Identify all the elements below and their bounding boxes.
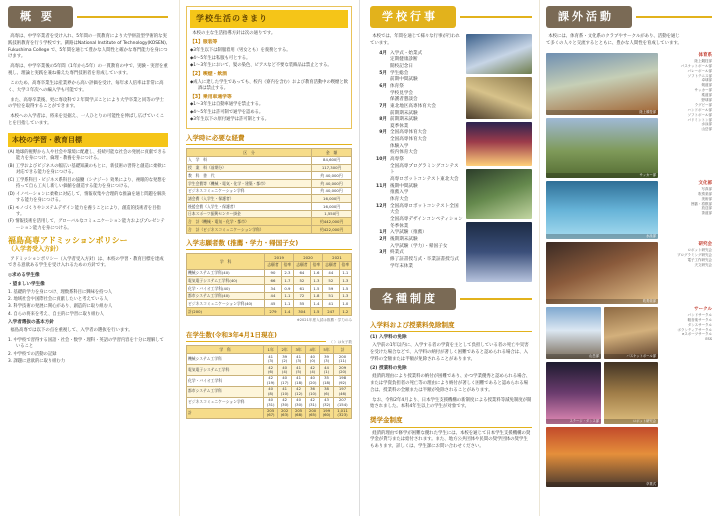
applicants-cell: 90: [265, 269, 282, 277]
applicants-cell: 1.1: [281, 292, 293, 300]
applicants-note: ※2021年度入試は推薦・学力のみ: [296, 317, 352, 322]
applicants-subheader: 志願者: [294, 261, 311, 269]
rules-title: 学校生活のきまり: [190, 10, 348, 28]
applicants-cell: 都市システム工学科(40): [187, 292, 265, 300]
event-text: 前期期末試験 夏季休業: [390, 117, 418, 129]
students-cell: 205 (68): [292, 408, 306, 419]
swimming-photo: [546, 181, 658, 239]
applicants-cell: 59: [323, 284, 340, 292]
event-text: 全国高専体育大会 全国高専体育大会 体験入学 校内体育大会: [390, 130, 427, 156]
photo-caption: 吹奏楽部: [546, 299, 658, 304]
students-cell: 40 (31): [264, 397, 278, 408]
event-month: 9月: [379, 130, 387, 136]
applicants-row: [187, 292, 352, 300]
campus-life-panel: [180, 0, 358, 516]
applicants-subheader: 倍率: [339, 261, 351, 269]
events-intro: 本校では、年間を通じて様々な行事が行われています。: [370, 33, 461, 46]
costs-row: [187, 195, 352, 203]
costs-row: [187, 226, 352, 234]
applicants-cell: 1.5: [310, 308, 322, 316]
students-cell: 40 (8): [264, 386, 278, 397]
costs-cell: 授 業 料（前期分）: [187, 164, 312, 172]
applicants-cell: 52: [294, 277, 311, 285]
students-note: （ ）は女子数: [329, 340, 352, 345]
event-text: 全国高専ロボットコンテスト全国大会 全国高専デザインコンペティション 冬季休業: [390, 203, 463, 229]
rules-section-heading: 【3】乗用車通学等: [190, 94, 232, 100]
title-rule: [77, 16, 168, 18]
event-month: 5月: [379, 70, 387, 76]
applicants-cell: ビジネスコミュニケーション学科(40): [187, 300, 265, 308]
sports-label: 体育系: [698, 52, 712, 58]
exemption-text: 入学前の1年以内に、入学する者の学資を主として負担している者の死亡や災害を受けた場合などで、入学料の納付が著しく困難であると認められる場合は、入学料の全額または半額が免除されることがあります。: [370, 342, 529, 362]
applicants-title: 入学志願者数 (推薦・学力・帰国子女): [186, 239, 352, 250]
goal-item: (B) 工学およびビジネスの幅広い基礎知識のもとに、新技術の習得と創造に柔軟に対応できる能力を身につける。: [8, 163, 166, 176]
goal-item: (C) 工学系科目・ビジネス系科目の協働（シナジー）効果により、複眼的な発想を持って自ら工夫し新しい価値を創造する能力を身につける。: [8, 177, 166, 190]
event-row: [370, 84, 463, 104]
events-list: [370, 51, 463, 271]
scholarship-text: 経済的理由で修学が困難な優れた学生には、本校を通じて日本学生支援機構の奨学金が貸与または給付されます。また、地方公共団体や民間の奨学団体の奨学生もあります。詳しくは、学生課にお問い合わせください。: [370, 430, 531, 450]
costs-cell: 諸会費（入学生・保護者）: [187, 195, 312, 203]
event-text: 後期中間試験 推薦入学 体育大会: [390, 183, 418, 203]
rule-item: ◆3年生以下は制服着用（男女とも）を義務とする。: [190, 48, 291, 54]
overview-paragraph: また、高専卒業後、更に専攻科で２年間学ぶことにより大学卒業と同等の学士の学位を取得することができます。: [8, 97, 164, 110]
costs-header: 金 額: [312, 149, 352, 157]
clubs-intro: 本校には、体育系・文化系のクラブやサークルがあり、活動を通じて多くの人々と交流するとともに、豊かな人間性を育成しています。: [546, 33, 682, 46]
applicants-cell: 1.5: [339, 284, 351, 292]
event-text: 高専祭 全国高専プログラミングコンテスト 高専ロボットコンテスト東北大会: [390, 157, 459, 183]
costs-cell: 学生会費等（機械・電気・化学・建築・都市）: [187, 179, 312, 187]
applicants-subheader: 志願者: [323, 261, 340, 269]
students-cell: 40 (0): [306, 354, 320, 365]
event-month: 4月: [379, 50, 387, 56]
exemption-heading: (2) 授業料の免除: [370, 366, 407, 372]
applicants-cell: 1.3: [339, 277, 351, 285]
applicants-year: 2020: [294, 254, 323, 262]
costs-cell: 117,300円: [312, 164, 352, 172]
students-cell: 41 (5): [292, 364, 306, 375]
event-text: 終業式 修了証書授与式・卒業証書授与式 学年末休業: [390, 250, 459, 269]
students-cell: 205 (67): [264, 408, 278, 419]
applicants-cell: 1.6: [310, 269, 322, 277]
event-text: 体育祭 学校見学会 保護者懇談会: [390, 83, 418, 103]
mountain-photo: [546, 307, 601, 359]
rules-intro: 本校の主な生活指導方針は次の通りです。: [192, 30, 276, 36]
applicants-cell: 34: [265, 284, 282, 292]
students-cell: 42 (30): [278, 397, 292, 408]
costs-row: [187, 179, 352, 187]
events-panel: [362, 0, 538, 516]
event-row: [370, 71, 463, 84]
students-cell: 41 (3): [264, 354, 278, 365]
applicants-cell: 41: [323, 300, 340, 308]
students-cell: 42 (19): [264, 375, 278, 386]
costs-row: [187, 172, 352, 180]
costs-cell: 入 学 料: [187, 156, 312, 164]
costs-cell: 16,000円: [312, 203, 352, 211]
goal-item: (D) イノベーションに柔軟に対応して、情報収集や合理的な推論を通じ問題を解決する能力を身につける。: [8, 191, 166, 204]
applicants-subheader: 倍率: [281, 261, 293, 269]
event-row: [370, 51, 463, 71]
overview-paragraph: このため、高専卒業生は産業界から高い評価を受け、毎年求人倍率は非常に高く、大学３年次への編入学も可能です。: [8, 80, 164, 93]
goals-list: [8, 150, 168, 232]
circle-list: バンドサークル 軽音楽サークル ダンスサークル ボランティアサークル eスポーツサークル ESS: [677, 312, 712, 342]
costs-cell: 合 計（機械・電気・化学・都市）: [187, 218, 312, 226]
applicants-cell: 247: [323, 308, 340, 316]
costs-cell: 約 40,000円: [312, 179, 352, 187]
costs-title: 入学時に必要な経費: [186, 134, 352, 145]
applicants-cell: 55: [294, 300, 311, 308]
entrance-ceremony-photo: [466, 34, 532, 74]
rule-item: ◆3年生以下の原付通学は許可制とする。: [190, 117, 270, 123]
students-cell: 40 (20): [306, 375, 320, 386]
applicants-cell: 44: [323, 269, 340, 277]
costs-cell: 後援会費（入学生・保護者）: [187, 203, 312, 211]
sports-clubs: [662, 53, 712, 133]
event-month: 12月: [376, 203, 387, 209]
students-cell: 209 (20): [334, 364, 352, 375]
goals-title: 本校の学習・教育目標: [8, 133, 168, 147]
applicants-cell: 1.3: [339, 292, 351, 300]
culture-clubs: [662, 181, 712, 217]
applicants-subheader: 志願者: [265, 261, 282, 269]
costs-cell: 約 40,000円: [312, 172, 352, 180]
students-cell: 199 (60): [320, 408, 334, 419]
applicants-cell: 66: [265, 277, 282, 285]
circle-clubs: [662, 307, 712, 343]
soccer-photo: [546, 118, 658, 178]
applicants-cell: 化学・バイオ工学科(40): [187, 284, 265, 292]
robocon-photo: [466, 169, 532, 219]
photo-caption: サッカー部: [546, 173, 658, 178]
school-festival-photo: [466, 122, 532, 166]
rules-box: [186, 6, 352, 129]
applicants-cell: 1.0: [339, 300, 351, 308]
students-cell: 198 (92): [334, 375, 352, 386]
students-row: [187, 364, 352, 375]
event-row: [370, 184, 463, 204]
students-row: [187, 408, 352, 419]
students-row: [187, 354, 352, 365]
overview-panel: [0, 0, 178, 516]
exemption-banner: 入学料および授業料免除制度: [370, 321, 532, 332]
students-cell: 35 (18): [320, 375, 334, 386]
students-cell: 200 (11): [334, 354, 352, 365]
students-cell: 42 (31): [306, 397, 320, 408]
rule-item: ◆1〜3年生は自動車通学を禁止する。: [190, 102, 264, 108]
applicants-cell: 61: [294, 284, 311, 292]
rules-section-heading: 【1】服装等: [190, 40, 218, 46]
goal-item: (F) 情報技術を活用して、グローバルなコミュニケーション能力およびプレゼンテーション能力を身につける。: [8, 219, 165, 231]
costs-table: [186, 148, 352, 234]
applicants-table: [186, 253, 352, 316]
wanted-item: 4. 自らの将来を考え、自主的に学習に取り組む人: [8, 311, 104, 317]
photo-caption: ステージ・ダンス部: [546, 419, 601, 424]
costs-cell: 16,000円: [312, 195, 352, 203]
costs-row: [187, 164, 352, 172]
exemption-text: なお、令和2年4月より、日本学生支援機構の新制度による授業料等減免制度が開始されました。本科4年生以上の学生が対象です。: [370, 397, 532, 410]
costs-cell: 84,600円: [312, 156, 352, 164]
event-text: 後期期末試験 入学試験（学力）・帰国子女: [390, 236, 448, 249]
applicants-row: [187, 300, 352, 308]
event-month: 7月: [379, 103, 387, 109]
center-fold: [359, 0, 360, 516]
wanted-heading: ◎求める学生像: [8, 273, 40, 279]
students-cell: 電気電子システム工学科: [187, 364, 264, 375]
photo-caption: 水泳部: [546, 234, 658, 239]
applicants-cell: 52: [323, 277, 340, 285]
exemption-text: 経済的理由により授業料の納付が困難であり、かつ学業優秀と認められる場合、または学資負担者の死亡等の理由により納付が著しく困難であると認められる場合は、授業料の全額または半額が免除されることがあります。: [370, 374, 531, 393]
students-row: [187, 397, 352, 408]
costs-cell: ビジネスコミュニケーション学科: [187, 187, 312, 195]
event-text: 学生総会 前期中間試験: [390, 70, 418, 83]
students-cell: 42 (4): [306, 364, 320, 375]
costs-row: [187, 218, 352, 226]
event-row: [370, 104, 463, 117]
applicants-cell: 1.1: [339, 269, 351, 277]
event-row: [370, 237, 463, 250]
goal-item: (A) 地球的視野から人や社会や環境に配慮し、持続可能な社会の発展に貢献できる能力を身につけ、倫理・教養を身につける。: [8, 150, 167, 162]
applicants-cell: 0.9: [281, 284, 293, 292]
admission-intro: アドミッションポリシー（入学者受入方針）は、本校の学習・教育目標を達成できる意欲ある学生を受け入れるための方針です。: [8, 256, 164, 269]
students-cell: 化学・バイオ工学科: [187, 375, 264, 386]
title-rule: [636, 16, 712, 18]
students-cell: 1,011 (323): [334, 408, 352, 419]
rule-item: ◆4〜5年生は許可制で通学を認める。: [190, 109, 264, 115]
event-row: [370, 130, 463, 157]
event-row: [370, 250, 463, 270]
event-text: 入学式・始業式 定期健康診断 開校記念日: [390, 50, 423, 69]
applicants-cell: 72: [294, 292, 311, 300]
events-photos: [466, 34, 532, 284]
students-header: 5年: [320, 346, 334, 354]
goal-item: (E) モノづくりやシステムデザイン能力を養うことにより、創造的技術者を目指す。: [8, 205, 161, 217]
applicants-year: 2019: [265, 254, 294, 262]
event-row: [370, 204, 463, 231]
rules-section-heading: 【2】喫煙・飲酒: [190, 71, 227, 77]
photo-caption: 陸上競技部: [546, 110, 658, 115]
events-title: 学校行事: [370, 6, 456, 28]
event-month: 3月: [379, 250, 387, 256]
applicants-cell: 1.7: [281, 277, 293, 285]
students-header: 3年: [292, 346, 306, 354]
basic-policy-heading: 入学者選抜の基本方針: [8, 320, 54, 326]
applicants-cell: 1.1: [281, 300, 293, 308]
students-header: 2年: [278, 346, 292, 354]
basic-policy-item: 2. 中学校での活動の記録: [8, 351, 57, 357]
rule-item: ◆4〜5年生は私服も可とする。: [190, 55, 251, 61]
clubs-panel: [540, 0, 718, 516]
costs-cell: 約422,000円: [312, 226, 352, 234]
robot-photo: [604, 362, 658, 424]
costs-header: 区 分: [187, 149, 312, 157]
rule-item: ◆成人に達した学生であっても、校内（寮内を含む）および教育活動中の喫煙と飲酒は禁止する。: [190, 79, 348, 92]
students-cell: 41 (3): [292, 354, 306, 365]
event-month: 8月: [379, 117, 387, 123]
students-cell: 36 (10): [306, 386, 320, 397]
research-list: ロボット研究会 プログラミング研究会 電子工作研究会 天文研究会: [677, 247, 712, 267]
students-cell: 39 (3): [320, 354, 334, 365]
students-header: 4年: [306, 346, 320, 354]
students-cell: 38 (6): [320, 386, 334, 397]
students-row: [187, 375, 352, 386]
photo-caption: バスケットボール部: [604, 354, 658, 359]
sports-festival-photo: [466, 77, 532, 119]
students-cell: 39 (2): [278, 354, 292, 365]
students-header: 1年: [264, 346, 278, 354]
applicants-row: [187, 277, 352, 285]
applicants-cell: 2.3: [281, 269, 293, 277]
systems-title: 各種制度: [370, 288, 456, 310]
title-rule: [460, 298, 532, 300]
applicants-cell: 51: [323, 292, 340, 300]
basic-policy-item: 1. 中学校で習得する国語・社会・数学・理科・英語の学習内容を十分に理解していること: [8, 337, 164, 350]
applicants-cell: 1.3: [310, 277, 322, 285]
students-cell: 40 (30): [292, 397, 306, 408]
students-cell: 197 (46): [334, 386, 352, 397]
graduation-photo: [466, 222, 532, 282]
scholarship-heading: 奨学金制度: [370, 416, 532, 427]
photo-caption: 山岳部: [546, 354, 601, 359]
students-cell: 44 (1): [320, 364, 334, 375]
students-cell: 200 (65): [306, 408, 320, 419]
band-photo: [546, 242, 658, 304]
students-cell: 42 (6): [264, 364, 278, 375]
basic-policy-item: 3. 課題に意欲的に取り組む力: [8, 359, 66, 365]
circle-label: サークル: [694, 306, 712, 312]
applicants-cell: 64: [294, 269, 311, 277]
costs-row: [187, 210, 352, 218]
wanted-subheading: ・望ましい学生像: [8, 281, 45, 287]
students-row: [187, 386, 352, 397]
students-header: 学 科: [187, 346, 264, 354]
costs-cell: 合 計（ビジネスコミュニケーション学科）: [187, 226, 312, 234]
culture-list: 写真部 吹奏楽部 美術部 囲碁・将棋部 放送部 茶道部: [691, 186, 712, 216]
wanted-item: 2. 地域社会や国際社会に貢献したいと考えている人: [8, 296, 108, 302]
students-cell: 41 (18): [292, 375, 306, 386]
title-rule: [460, 16, 532, 18]
event-month: 2月: [379, 236, 387, 242]
applicants-cell: 1.2: [339, 308, 351, 316]
applicants-cell: 45: [265, 300, 282, 308]
event-month: 1月: [379, 230, 387, 236]
research-label: 研究会: [698, 241, 712, 247]
costs-row: [187, 156, 352, 164]
students-cell: 43 (32): [320, 397, 334, 408]
exemption-heading: (1) 入学料の免除: [370, 335, 407, 341]
students-cell: 207 (154): [334, 397, 352, 408]
students-cell: 40 (17): [278, 375, 292, 386]
photo-caption: 卒業式: [546, 482, 658, 487]
admission-title: 福島高専アドミッションポリシー: [8, 236, 128, 246]
students-cell: 202 (63): [278, 408, 292, 419]
overview-paragraph: 本校への入学者は、将来を見据え、一人ひとりの可能性を伸ばし広げていくことを目指しています。: [8, 114, 165, 127]
students-title: 在学生数(令和3年4月1日現在): [186, 331, 326, 342]
research-clubs: [662, 242, 712, 268]
applicants-cell: 1.5: [310, 284, 322, 292]
overview-paragraph: 高専は、中学卒業後の5年間（1年から5年）の一貫教育の中で、実験・実習を重視し、理論と実践を兼ね備えた専門技術者を育成しています。: [8, 64, 168, 77]
students-cell: 40 (4): [278, 364, 292, 375]
students-cell: 計: [187, 408, 264, 419]
applicants-subheader: 倍率: [310, 261, 322, 269]
culture-label: 文化部: [698, 180, 712, 186]
event-text: 入学試験（推薦）: [390, 230, 427, 236]
costs-cell: 教 科 書 代: [187, 172, 312, 180]
applicants-cell: 1.4: [310, 300, 322, 308]
track-photo: [546, 53, 658, 115]
costs-row: [187, 203, 352, 211]
ceremony-photo: [546, 427, 658, 487]
applicants-cell: 1.4: [281, 308, 293, 316]
applicants-cell: 304: [294, 308, 311, 316]
sports-list: 陸上競技部 バスケットボール部 バレーボール部 ソフトテニス部 卓球部 剣道部 サッカー部 柔道部 野球部 ラグビー部 ハンドボール部 ソフトボール部 バドミントン部 水泳部 山岳部: [680, 58, 712, 132]
students-header: 計: [334, 346, 352, 354]
students-cell: ビジネスコミュニケーション学科: [187, 397, 264, 408]
wanted-item: 1. 基礎的学力を身につけ、理数系科目に興味を持つ人: [8, 289, 113, 295]
photo-caption: ロボット研究会: [604, 419, 658, 424]
costs-cell: 日本スポーツ振興センター掛金: [187, 210, 312, 218]
applicants-row: [187, 308, 352, 316]
stage-dance-photo: [546, 362, 601, 424]
clubs-title: 課外活動: [546, 6, 632, 28]
basketball-photo: [604, 307, 658, 359]
applicants-cell: 機械システム工学科(40): [187, 269, 265, 277]
students-cell: 41 (10): [278, 386, 292, 397]
costs-cell: 1,550円: [312, 210, 352, 218]
event-row: [370, 117, 463, 130]
students-cell: 42 (12): [292, 386, 306, 397]
clubs-collage: [546, 51, 712, 516]
applicants-row: [187, 284, 352, 292]
applicants-cell: 279: [265, 308, 282, 316]
applicants-header: 学 科: [187, 254, 265, 269]
costs-cell: 約 40,000円: [312, 187, 352, 195]
rule-item: ◆1〜3年生において、髪の染色、ピアスなど不要な装飾品は禁止とする。: [190, 63, 332, 69]
applicants-cell: 電気電子システム工学科(40): [187, 277, 265, 285]
event-month: 6月: [379, 83, 387, 89]
event-month: 11月: [376, 183, 387, 189]
admission-subtitle: （入学者受入方針）: [8, 245, 63, 253]
applicants-cell: 1.8: [310, 292, 322, 300]
applicants-year: 2021: [323, 254, 352, 262]
event-row: [370, 157, 463, 184]
event-row: [370, 230, 463, 237]
applicants-cell: 44: [265, 292, 282, 300]
event-month: 10月: [376, 157, 387, 163]
students-cell: 都市システム工学科: [187, 386, 264, 397]
students-table: [186, 345, 352, 419]
event-text: 東北地区高専体育大会 前期期末試験: [390, 103, 436, 116]
overview-title: 概 要: [8, 6, 73, 28]
overview-paragraph: 高専は、中学卒業者を受け入れ、5年間の一貫教育により大学併設型学術的な実践技術教育を行う学校です。釧路はNational Institute of Technology(KOSEN), Fukushima College で、5年間を通じて豊かな人間性と確かな専門能力を身につけます。: [8, 33, 168, 60]
applicants-row: [187, 269, 352, 277]
basic-policy-text: 福島高専では以下の点を重視して、入学者の選抜を行います。: [10, 327, 133, 333]
wanted-item: 3. 科学技術の発展に関心があり、創造的に取り組む人: [8, 304, 113, 310]
applicants-cell: 計(200): [187, 308, 265, 316]
students-cell: 機械システム工学科: [187, 354, 264, 365]
costs-cell: 約442,000円: [312, 218, 352, 226]
costs-row: [187, 187, 352, 195]
admission-section: [8, 236, 168, 365]
